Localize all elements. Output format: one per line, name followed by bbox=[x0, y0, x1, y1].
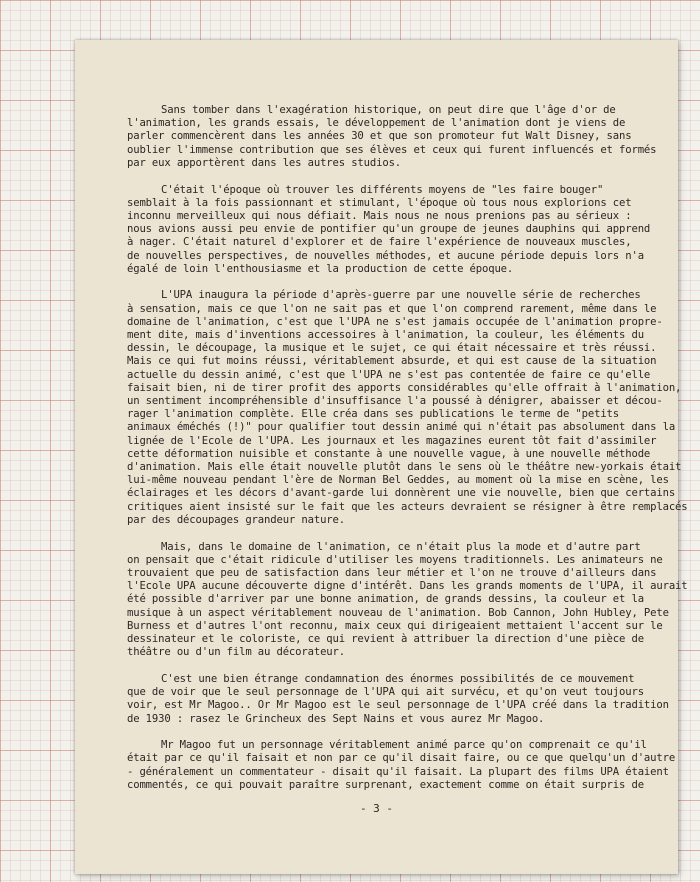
paragraph bbox=[127, 289, 688, 527]
text-line: lignée de l'Ecole de l'UPA. Les journaux et les magazines eurent tôt fait d'assimiler bbox=[127, 434, 657, 447]
paragraph bbox=[127, 540, 688, 660]
text-line: on pensait que c'était ridicule d'utiliser les moyens traditionnels. Les animateurs ne bbox=[127, 553, 663, 566]
text-line: l'animation, les grands essais, le développement de l'animation dont je viens de bbox=[127, 117, 626, 130]
text-line: faisait bien, ni de tirer profit des apports considérables qu'elle offrait à l'animation, bbox=[127, 381, 682, 394]
paragraph bbox=[127, 184, 649, 276]
text-line: L'UPA inaugura la période d'après-guerre par une nouvelle série de recherches bbox=[161, 289, 641, 302]
text-line: critiques aient insisté sur le fait que les acteurs devraient se résigner à être remplacés bbox=[127, 500, 688, 513]
text-line: à nager. C'était naturel d'explorer et de faire l'expérience de nouveaux muscles, bbox=[127, 236, 632, 249]
text-line: été possible d'arriver par une bonne animation, de grands dessins, la couleur et la bbox=[127, 593, 644, 606]
text-line: semblait à la fois passionnant et stimulant, l'époque où tous nous explorions cet bbox=[127, 196, 632, 209]
text-line: lui-même nouveau pendant l'ère de Norman Bel Geddes, au moment où la mise en scène, les bbox=[127, 474, 669, 487]
text-line: C'est une bien étrange condamnation des énormes possibilités de ce mouvement bbox=[161, 672, 635, 685]
text-line: égalé de loin l'enthousiasme et la production de cette époque. bbox=[127, 262, 514, 275]
text-line: C'était l'époque où trouver les différents moyens de "les faire bouger" bbox=[161, 183, 604, 196]
text-line: cette déformation nuisible et constante à une nouvelle vague, à une nouvelle méthode bbox=[127, 447, 651, 460]
text-line: Mr Magoo fut un personnage véritablement animé parce qu'on comprenait ce qu'il bbox=[161, 739, 647, 752]
text-line: à sensation, mais ce que l'on ne sait pas et que l'on comprend rarement, même dans le bbox=[127, 302, 657, 315]
text-line: Burness et d'autres l'ont reconnu, maix ceux qui dirigeaient mettaient l'accent sur le bbox=[127, 619, 663, 632]
text-line: Mais, dans le domaine de l'animation, ce n'était plus la mode et d'autre part bbox=[161, 540, 641, 553]
text-line: musique à un aspect véritablement nouveau de l'animation. Bob Cannon, John Hubley, Pete bbox=[127, 606, 669, 619]
text-line: théâtre ou d'un film au décorateur. bbox=[127, 646, 345, 659]
text-line: par eux apportèrent dans les autres studios. bbox=[127, 156, 402, 169]
paragraph bbox=[127, 672, 669, 726]
paper-sheet bbox=[75, 40, 688, 874]
text-line: par des découpages grandeur nature. bbox=[127, 513, 345, 526]
text-line: nous avions aussi peu envie de pontifier qu'un groupe de jeunes dauphins qui apprend bbox=[127, 223, 651, 236]
text-line: Sans tomber dans l'exagération historique, on peut dire que l'âge d'or de bbox=[161, 104, 616, 116]
text-line: un sentiment incompréhensible d'insuffisance l'a poussé à dénigrer, abaisser et décou- bbox=[127, 395, 663, 408]
text-line: voir, est Mr Magoo.. Or Mr Magoo est le seul personnage de l'UPA créé dans la tradition bbox=[127, 699, 669, 712]
text-line: dessinateur et le coloriste, ce qui revient à attribuer la direction d'une pièce de bbox=[127, 633, 644, 646]
text-line: animaux éméchés (!)" pour qualifier tout dessin animé qui n'était pas absolument dans la bbox=[127, 421, 676, 434]
text-line: parler commencèrent dans les années 30 et que son promoteur fut Walt Disney, sans bbox=[127, 130, 632, 143]
text-line: d'animation. Mais elle était nouvelle plutôt dans le sens où le théâtre new-yorkais était bbox=[127, 461, 682, 474]
text-line: de nouvelles perspectives, de nouvelles méthodes, et aucune période depuis lors n'a bbox=[127, 249, 644, 262]
text-line: inconnu merveilleux qui nous défiait. Mais nous ne nous prenions pas au sérieux : bbox=[127, 209, 632, 222]
page-number: - 3 - bbox=[359, 802, 394, 815]
text-line: domaine de l'animation, c'est que l'UPA ne s'est jamais occupée de l'animation propre- bbox=[127, 315, 663, 328]
text-line: l'Ecole UPA aucune découverte digne d'intérêt. Dans les grands moments de l'UPA, il aurait bbox=[127, 580, 688, 593]
text-line: de 1930 : rasez le Grincheux des Sept Nains et vous aurez Mr Magoo. bbox=[127, 712, 545, 725]
text-line: était par ce qu'il faisait et non par ce qu'il disait faire, ou ce que quelqu'un d'autre bbox=[127, 752, 676, 765]
text-line: - généralement un commentateur - disait qu'il faisait. La plupart des films UPA étaient bbox=[127, 765, 669, 778]
text-line: rager l'animation complète. Elle créa dans ses publications le terme de "petits bbox=[127, 408, 620, 421]
text-line: ment dite, mais d'inventions accessoires à l'animation, la couleur, les éléments du bbox=[127, 329, 644, 342]
text-line: dessin, le découpage, la musique et le sujet, ce qui était nécessaire et très réussi. bbox=[127, 342, 657, 355]
document-body bbox=[127, 104, 688, 806]
paragraph bbox=[127, 104, 657, 170]
paragraph bbox=[127, 739, 676, 792]
text-line: éclairages et les décors d'avant-garde lui donnèrent une vie nouvelle, bien que certains bbox=[127, 487, 676, 500]
text-line: actuelle du dessin animé, c'est que l'UPA ne s'est pas contentée de faire ce qu'elle bbox=[127, 368, 651, 381]
text-line: Mais ce qui fut moins réussi, véritablement absurde, et qui est cause de la situation bbox=[127, 355, 657, 368]
text-line: commentés, ce qui pouvait paraître surprenant, exactement comme on était surpris de bbox=[127, 778, 644, 791]
text-line: trouvaient que peu de satisfaction dans leur métier et l'on ne trouve d'ailleurs dans bbox=[127, 567, 657, 579]
text-line: que de voir que le seul personnage de l'UPA qui ait survécu, et qu'on veut toujours bbox=[127, 686, 644, 699]
text-line: oublier l'immense contribution que ses élèves et ceux qui furent influencés et formés bbox=[127, 143, 657, 156]
